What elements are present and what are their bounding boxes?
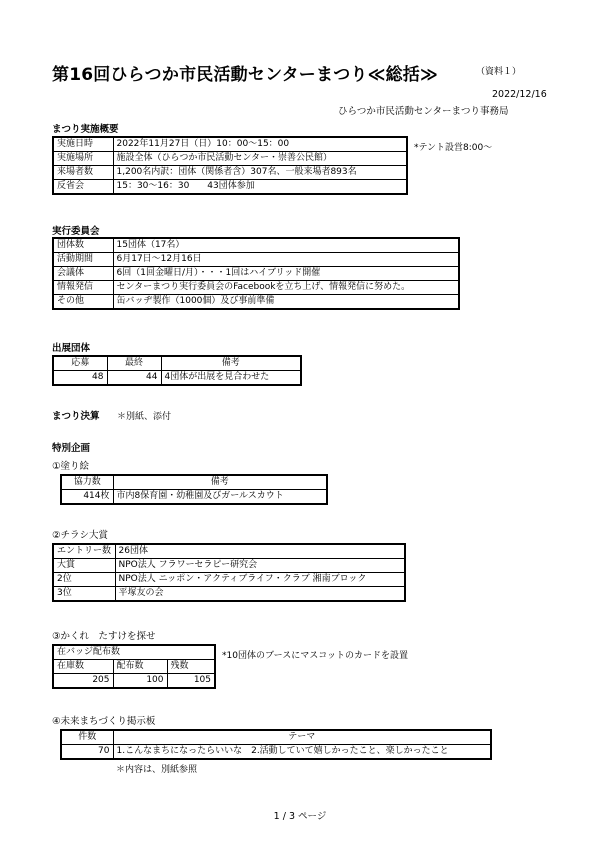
committee-label: その他 bbox=[53, 295, 113, 310]
overview-heading: まつり実施概要 bbox=[52, 124, 119, 135]
distributed-count: 100 bbox=[113, 674, 167, 689]
table-row bbox=[53, 166, 407, 180]
page-title: 第16回ひらつか市民活動センターまつり≪総括≫ bbox=[52, 65, 439, 85]
final-count: 44 bbox=[107, 371, 161, 386]
table-row bbox=[53, 238, 459, 253]
overview-value: 1,200名内訳：団体（関係者含）307名、一般来場者893名 bbox=[113, 166, 407, 180]
committee-value: 15団体（17名） bbox=[113, 238, 459, 253]
flyer-title: ②チラシ大賞 bbox=[52, 530, 109, 541]
committee-label: 情報発信 bbox=[53, 281, 113, 295]
committee-label: 会議体 bbox=[53, 267, 113, 281]
hide-table bbox=[52, 644, 216, 689]
flyer-value: 26団体 bbox=[115, 544, 405, 559]
board-count: 70 bbox=[61, 745, 113, 760]
committee-table bbox=[52, 237, 460, 310]
table-row bbox=[53, 587, 405, 602]
flyer-label: 3位 bbox=[53, 587, 115, 602]
overview-label: 反省会 bbox=[53, 180, 113, 195]
exhibitors-table bbox=[52, 355, 302, 386]
column-header: 応募 bbox=[53, 356, 107, 371]
board-table bbox=[60, 729, 492, 760]
table-row bbox=[53, 253, 459, 267]
table-row bbox=[53, 180, 407, 195]
applications-count: 48 bbox=[53, 371, 107, 386]
overview-label: 実施日時 bbox=[53, 137, 113, 152]
overview-value: 2022年11月27日（日）10：00～15：00 bbox=[113, 137, 407, 152]
office-name: ひらつか市民活動センターまつり事務局 bbox=[338, 106, 509, 117]
overview-table bbox=[52, 136, 408, 195]
committee-label: 団体数 bbox=[53, 238, 113, 253]
flyer-label: エントリー数 bbox=[53, 544, 115, 559]
table-row bbox=[53, 371, 301, 386]
hide-note: *10団体のブースにマスコットのカードを設置 bbox=[222, 651, 409, 661]
exhibitors-heading: 出展団体 bbox=[52, 343, 91, 354]
board-themes: 1.こんなまちになったらいいな 2.活動していて嬉しかったこと、楽しかったこと bbox=[113, 745, 491, 760]
exhibitors-remarks: 4団体が出展を見合わせた bbox=[161, 371, 301, 386]
column-header: 備考 bbox=[113, 475, 327, 490]
flyer-value: NPO法人 フラワーセラピー研究会 bbox=[115, 559, 405, 573]
coloring-remarks: 市内8保育園・幼稚園及びガールスカウト bbox=[113, 490, 327, 505]
page-number: 1 / 3 ページ bbox=[273, 811, 327, 822]
tent-note: *テント設営8:00～ bbox=[414, 143, 493, 153]
column-header: 協力数 bbox=[61, 475, 113, 490]
committee-value: 缶バッヂ製作（1000個）及び事前準備 bbox=[113, 295, 459, 310]
table-row bbox=[53, 267, 459, 281]
table-header-row bbox=[53, 645, 215, 660]
committee-value: センターまつり実行委員会のFacebookを立ち上げ、情報発信に努めた。 bbox=[113, 281, 459, 295]
table-header-row bbox=[61, 730, 491, 745]
coloring-count: 414枚 bbox=[61, 490, 113, 505]
board-title: ④未来まちづくり掲示板 bbox=[52, 716, 156, 727]
overview-value: 施設全体（ひらつか市民活動センター・崇善公民館） bbox=[113, 152, 407, 166]
table-row bbox=[53, 559, 405, 573]
stock-count: 205 bbox=[53, 674, 113, 689]
committee-value: 6月17日～12月16日 bbox=[113, 253, 459, 267]
column-header: 備考 bbox=[161, 356, 301, 371]
flyer-table bbox=[52, 543, 406, 602]
document-number: （資料１） bbox=[476, 67, 522, 77]
flyer-label: 2位 bbox=[53, 573, 115, 587]
flyer-value: NPO法人 ニッポン・アクティブライフ・クラブ 湘南ブロック bbox=[115, 573, 405, 587]
column-header: 配布数 bbox=[113, 660, 167, 674]
table-header-row bbox=[61, 475, 327, 490]
column-header: 残数 bbox=[167, 660, 215, 674]
hide-header: 在バッジ配布数 bbox=[53, 645, 215, 660]
settlement-heading: まつり決算 bbox=[52, 411, 100, 422]
board-note: ＊内容は、別紙参照 bbox=[116, 765, 198, 775]
special-heading: 特別企画 bbox=[52, 443, 91, 454]
hide-title: ③かくれ たすけを探せ bbox=[52, 631, 156, 642]
overview-value: 15：30～16：30 43団体参加 bbox=[113, 180, 407, 195]
column-header: テーマ bbox=[113, 730, 491, 745]
column-header: 在庫数 bbox=[53, 660, 113, 674]
table-row bbox=[61, 745, 491, 760]
table-row bbox=[53, 281, 459, 295]
table-row bbox=[53, 152, 407, 166]
committee-value: 6回（1回金曜日/月）・・・1回はハイブリッド開催 bbox=[113, 267, 459, 281]
remaining-count: 105 bbox=[167, 674, 215, 689]
overview-label: 実施場所 bbox=[53, 152, 113, 166]
table-row bbox=[53, 295, 459, 310]
settlement-note: ＊別紙、添付 bbox=[117, 412, 172, 422]
table-row bbox=[53, 573, 405, 587]
coloring-title: ①塗り絵 bbox=[52, 461, 90, 472]
table-row bbox=[53, 674, 215, 689]
committee-label: 活動期間 bbox=[53, 253, 113, 267]
table-header-row bbox=[53, 660, 215, 674]
column-header: 件数 bbox=[61, 730, 113, 745]
flyer-label: 大賞 bbox=[53, 559, 115, 573]
table-row bbox=[53, 544, 405, 559]
coloring-table bbox=[60, 474, 328, 505]
overview-label: 来場者数 bbox=[53, 166, 113, 180]
committee-heading: 実行委員会 bbox=[52, 226, 100, 237]
table-header-row bbox=[53, 356, 301, 371]
document-date: 2022/12/16 bbox=[492, 89, 547, 100]
flyer-value: 平塚友の会 bbox=[115, 587, 405, 602]
column-header: 最終 bbox=[107, 356, 161, 371]
table-row bbox=[53, 137, 407, 152]
table-row bbox=[61, 490, 327, 505]
